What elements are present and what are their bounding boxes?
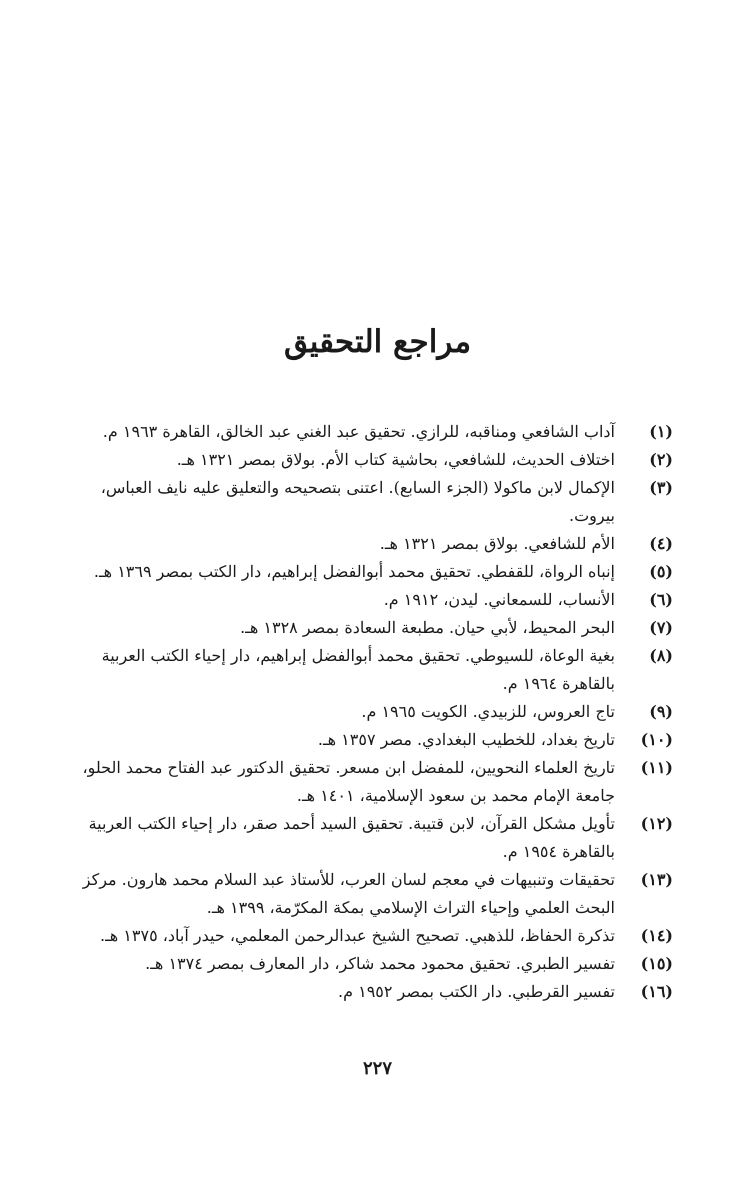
reference-item [68,978,673,1006]
reference-item [68,558,673,586]
reference-text: تاريخ بغداد، للخطيب البغدادي. مصر ١٣٥٧ هـ. [317,730,615,749]
reference-number: (٥) [649,562,673,581]
reference-text: اختلاف الحديث، للشافعي، بحاشية كتاب الأم. بولاق بمصر ١٣٢١ هـ. [176,450,615,469]
reference-item [68,698,673,726]
reference-text: تاج العروس، للزبيدي. الكويت ١٩٦٥ م. [361,702,615,721]
reference-number: (١٤) [640,926,673,945]
reference-number: (١٣) [640,870,673,889]
reference-text: تفسير الطبري. تحقيق محمود محمد شاكر، دار المعارف بمصر ١٣٧٤ هـ. [145,954,615,973]
reference-item [68,474,673,530]
reference-item [68,446,673,474]
reference-text: الأنساب، للسمعاني. ليدن، ١٩١٢ م. [383,590,615,609]
reference-number: (١٦) [640,982,673,1001]
reference-number: (١) [649,422,673,441]
reference-text: الإكمال لابن ماكولا (الجزء السابع). اعتنى بتصحيحه والتعليق عليه نايف العباس، بيروت. [100,478,615,525]
reference-number: (٢) [649,450,673,469]
reference-number: (٧) [649,618,673,637]
reference-number: (٩) [649,702,673,721]
reference-item [68,922,673,950]
reference-item [68,810,673,866]
reference-number: (٦) [649,590,673,609]
reference-item [68,950,673,978]
reference-text: تحقيقات وتنبيهات في معجم لسان العرب، للأستاذ عبد السلام محمد هارون. مركز البحث العلمي وإحياء التراث الإسلامي بمكة المكرّمة، ١٣٩٩ هـ. [82,870,615,917]
reference-item [68,754,673,810]
reference-item [68,530,673,558]
reference-text: تفسير القرطبي. دار الكتب بمصر ١٩٥٢ م. [338,982,615,1001]
reference-text: بغية الوعاة، للسيوطي. تحقيق محمد أبوالفضل إبراهيم، دار إحياء الكتب العربية بالقاهرة ١٩٦٤ م. [101,646,615,693]
reference-number: (٨) [649,646,673,665]
reference-number: (١١) [640,758,673,777]
reference-text: تاريخ العلماء النحويين، للمفضل ابن مسعر. تحقيق الدكتور عبد الفتاح محمد الحلو، جامعة الإمام محمد بن سعود الإسلامية، ١٤٠١ هـ. [82,758,615,805]
reference-number: (١٥) [640,954,673,973]
reference-text: تأويل مشكل القرآن، لابن قتيبة. تحقيق السيد أحمد صقر، دار إحياء الكتب العربية بالقاهرة ١٩٥٤ م. [88,814,615,861]
reference-number: (١٢) [640,814,673,833]
reference-number: (٤) [649,534,673,553]
reference-item [68,642,673,698]
reference-number: (١٠) [640,730,673,749]
references-list [68,418,673,1006]
reference-item [68,418,673,446]
reference-text: آداب الشافعي ومناقبه، للرازي. تحقيق عبد الغني عبد الخالق، القاهرة ١٩٦٣ م. [102,422,615,441]
reference-item [68,726,673,754]
reference-number: (٣) [649,478,673,497]
reference-text: البحر المحيط، لأبي حيان. مطبعة السعادة بمصر ١٣٢٨ هـ. [240,618,615,637]
reference-item [68,866,673,922]
reference-item [68,614,673,642]
reference-text: تذكرة الحفاظ، للذهبي. تصحيح الشيخ عبدالرحمن المعلمي، حيدر آباد، ١٣٧٥ هـ. [99,926,615,945]
page-number: ٢٢٧ [362,1058,392,1079]
reference-item [68,586,673,614]
page-title: مراجع التحقيق [283,324,472,360]
reference-text: الأم للشافعي. بولاق بمصر ١٣٢١ هـ. [379,534,615,553]
reference-text: إنباه الرواة، للقفطي. تحقيق محمد أبوالفضل إبراهيم، دار الكتب بمصر ١٣٦٩ هـ. [93,562,615,581]
